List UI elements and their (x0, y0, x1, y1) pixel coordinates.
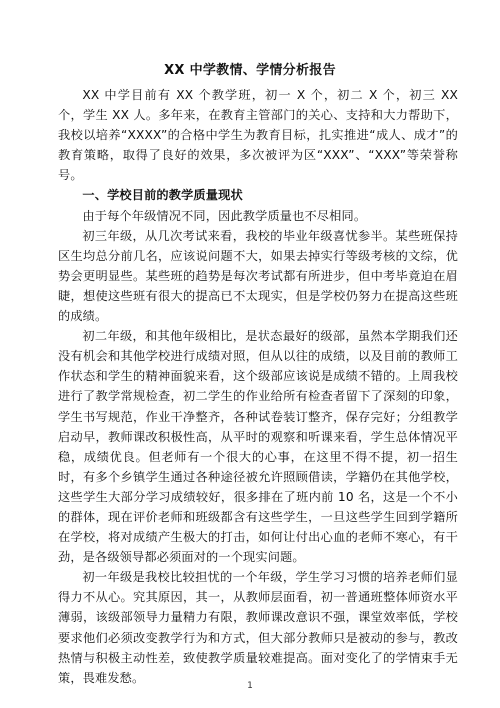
page-number: 1 (247, 681, 253, 691)
paragraph-intro: XX 中学目前有 XX 个教学班，初一 X 个，初二 X 个，初三 XX 个，学生 XX 人。多年来，在教育主管部门的关心、支持和大力帮助下，我校以培养“XXXX”的合格中学生为教育目标，扎实推进“成人、成才”的教育策略，取得了良好的效果，多次被评为区“XXX”、“XXX”等荣誉称号。 (58, 88, 458, 183)
paragraph-grade-three: 初三年级，从几次考试来看，我校的毕业年级喜忧参半。某些班保持区生均总分前几名，应该说问题不大，如果去掉实行等级考核的文综，优势会更明显些。某些班的趋势是每次考试都有所进步，但中考毕竟迫在眉睫，想使这些班有很大的提高已不太现实，但是学校仍努力在提高这些班的成绩。 (58, 228, 458, 324)
document-title: XX 中学教情、学情分析报告 (164, 63, 336, 78)
paragraph-grade-two: 初二年级，和其他年级相比，是状态最好的级部，虽然本学期我们还没有机会和其他学校进行成绩对照，但从以往的成绩，以及目前的教师工作状态和学生的精神面貌来看，这个级部应该说是成绩不错的。上周我校进行了教学常规检查，初二学生的作业给所有检查者留下了深刻的印象，学生书写规范，作业干净整齐，各种试卷装订整齐，保存完好；分组教学启动早，教师课改积极性高，从平时的观察和听课来看，学生总体情况平稳，成绩优良。但老师有一个很大的心事，在这里不得不提，初一招生时，有多个乡镇学生通过各种途径被允许照顾借读，学籍仍在其他学校，这些学生大部分学习成绩较好，很多排在了班内前 10 名，这是一个不小的群体，现在评价老师和班级都含有这些学生，一旦这些学生回到学籍所在学校，将对成绩产生极大的打击，如何让付出心血的老师不寒心，有干劲，是各级领导都必须面对的一个现实问题。 (58, 329, 458, 565)
paragraph-overview: 由于每个年级情况不同，因此教学质量也不尽相同。 (82, 208, 367, 223)
section-heading: 一、学校目前的教学质量现状 (82, 188, 243, 203)
document-body (58, 85, 458, 688)
paragraph-grade-one: 初一年级是我校比较担忧的一个年级，学生学习习惯的培养老师们显得力不从心。究其原因，其一，从教师层面看，初一普通班整体师资水平薄弱，该级部领导力量精力有限，教师课改意识不强，课堂效率低，学校要求他们必须改变教学行为和方式，但大部分教师只是被动的参与，教改热情与积极主动性差，致使教学质量较难提高。面对变化了的学情束手无策，畏难发愁。 (58, 570, 458, 685)
